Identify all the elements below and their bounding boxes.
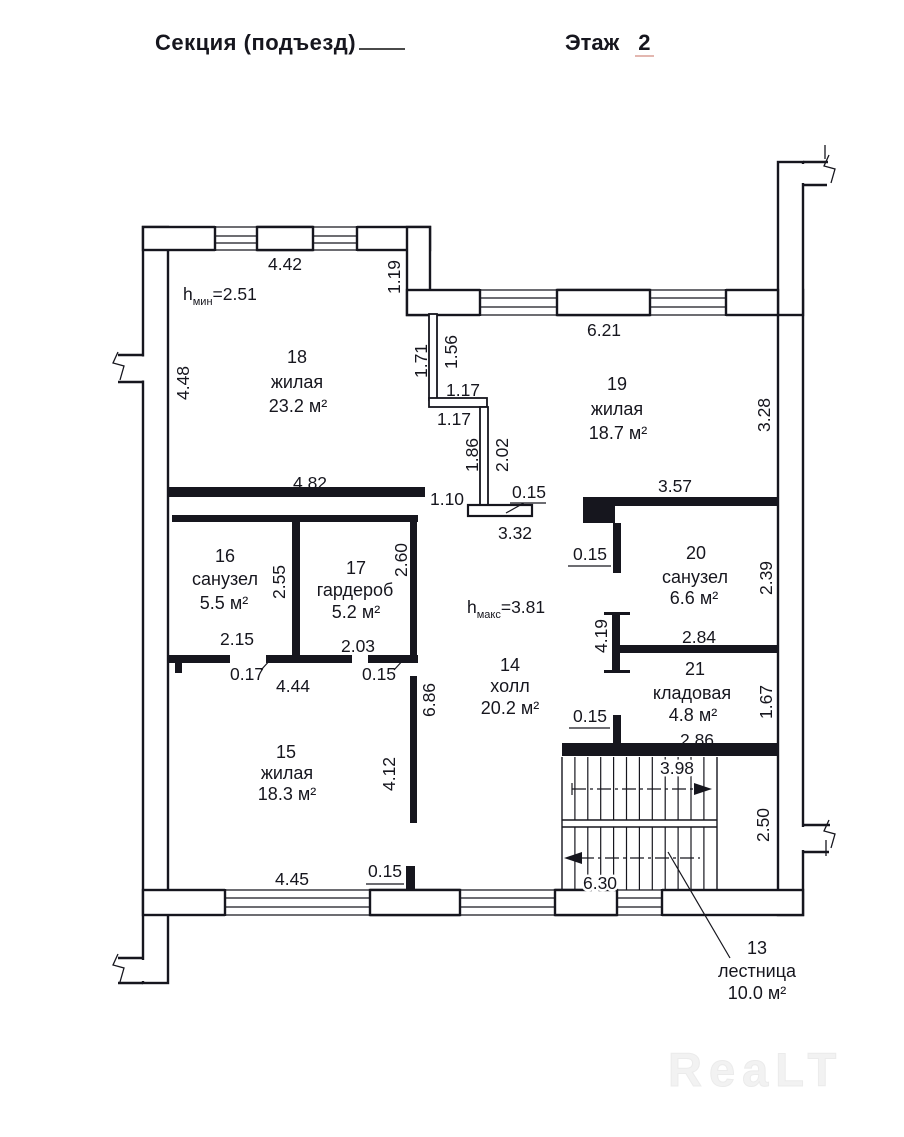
svg-text:13: 13	[746, 938, 768, 958]
dim-3-98: 3.98	[659, 758, 695, 778]
realt-watermark: ReaLT	[668, 1043, 844, 1096]
dim-0-15-ward: 0.15	[361, 664, 397, 684]
dim-4-42: 4.42	[267, 254, 303, 274]
svg-text:14: 14	[499, 655, 521, 675]
dim-2-39: 2.39	[756, 560, 776, 596]
svg-text:23.2 м²: 23.2 м²	[268, 396, 328, 416]
svg-text:20.2 м²: 20.2 м²	[480, 698, 540, 718]
svg-text:4.8 м²: 4.8 м²	[668, 705, 718, 725]
dim-4-19: 4.19	[591, 618, 611, 654]
stairs	[562, 757, 730, 958]
room-label-17	[317, 558, 394, 622]
dim-2-60: 2.60	[391, 542, 411, 578]
svg-text:20: 20	[685, 543, 707, 563]
svg-text:17: 17	[345, 558, 367, 578]
room-label-21	[653, 659, 731, 725]
room-label-18	[269, 347, 327, 416]
svg-text:лестница: лестница	[717, 961, 797, 981]
svg-text:18.7 м²: 18.7 м²	[588, 423, 648, 443]
floor-number: 2	[635, 30, 653, 57]
dim-1-17-lower: 1.17	[436, 409, 472, 429]
room-label-16	[192, 546, 258, 613]
svg-text:5.2 м²: 5.2 м²	[331, 602, 381, 622]
dim-6-30: 6.30	[582, 873, 618, 893]
room-label-14	[481, 655, 539, 718]
room-label-13	[718, 938, 797, 1003]
dim-1-10: 1.10	[429, 489, 465, 509]
room-label-15	[258, 742, 316, 804]
dim-3-32: 3.32	[497, 523, 533, 543]
svg-text:10.0 м²: 10.0 м²	[727, 983, 787, 1003]
dim-1-71: 1.71	[411, 343, 431, 379]
dim-6-21: 6.21	[586, 320, 622, 340]
windows	[215, 226, 726, 917]
floor-label: Этаж	[565, 30, 620, 55]
dim-1-17-upper: 1.17	[445, 380, 481, 400]
stair-arrows	[564, 783, 712, 864]
dim-1-67: 1.67	[756, 684, 776, 720]
svg-text:19: 19	[606, 374, 628, 394]
height-min-note: $h_{мин}=2.51$	[183, 284, 257, 308]
hall-stub-plate	[468, 505, 532, 516]
window-jambs	[215, 226, 726, 916]
svg-text:16: 16	[214, 546, 236, 566]
dim-4-12: 4.12	[379, 756, 399, 792]
dim-3-28: 3.28	[754, 397, 774, 433]
dim-0-15-store: 0.15	[572, 706, 608, 726]
svg-text:жилая: жилая	[270, 372, 324, 392]
svg-text:21: 21	[684, 659, 706, 679]
dim-2-86: 2.86	[679, 730, 715, 750]
dim-2-15: 2.15	[219, 629, 255, 649]
dim-1-19: 1.19	[384, 259, 404, 295]
dim-4-48: 4.48	[173, 365, 193, 401]
dim-4-44: 4.44	[275, 676, 311, 696]
dim-0-17: 0.17	[229, 664, 265, 684]
dim-4-82: 4.82	[292, 473, 328, 493]
svg-text:жилая: жилая	[260, 763, 314, 783]
svg-text:6.6 м²: 6.6 м²	[669, 588, 719, 608]
dim-1-86: 1.86	[462, 437, 482, 473]
svg-text:жилая: жилая	[590, 399, 644, 419]
svg-text:15: 15	[275, 742, 297, 762]
wall-left	[143, 227, 168, 983]
room-label-19	[589, 374, 647, 443]
svg-text:5.5 м²: 5.5 м²	[199, 593, 249, 613]
svg-text:гардероб: гардероб	[316, 580, 394, 600]
dim-0-15-bottom: 0.15	[367, 861, 403, 881]
svg-text:холл: холл	[490, 676, 530, 696]
dim-2-55: 2.55	[269, 564, 289, 600]
svg-text:18.3 м²: 18.3 м²	[257, 784, 317, 804]
dim-2-50: 2.50	[753, 807, 773, 843]
svg-text:18: 18	[286, 347, 308, 367]
dim-4-45: 4.45	[274, 869, 310, 889]
dim-0-15-wc20: 0.15	[572, 544, 608, 564]
svg-text:санузел: санузел	[192, 569, 258, 589]
svg-text:кладовая: кладовая	[652, 683, 732, 703]
dim-2-03: 2.03	[340, 636, 376, 656]
dim-2-02: 2.02	[492, 437, 512, 473]
dim-1-56: 1.56	[441, 334, 461, 370]
window-glazing-lines	[215, 227, 726, 915]
dim-0-15-hall: 0.15	[511, 482, 547, 502]
dim-3-57: 3.57	[657, 476, 693, 496]
height-max-note: $h_{макс}=3.81$	[467, 597, 546, 621]
section-label: Секция (подъезд)	[155, 30, 357, 55]
wall-right-main	[778, 290, 803, 915]
dim-6-86: 6.86	[419, 682, 439, 718]
wall-right-upper	[778, 162, 803, 315]
room-label-20	[662, 543, 728, 608]
dim-2-84: 2.84	[681, 627, 717, 647]
svg-text:санузел: санузел	[662, 567, 728, 587]
